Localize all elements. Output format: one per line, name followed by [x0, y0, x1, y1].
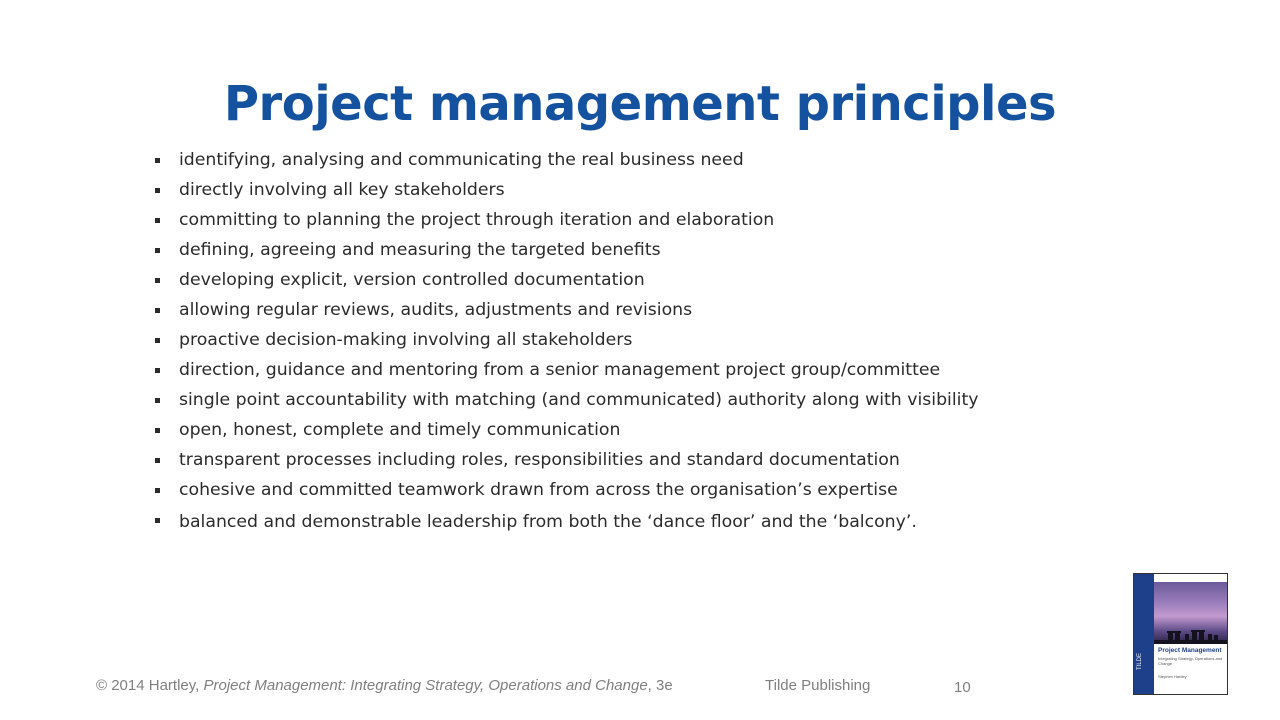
list-item-text: proactive decision-making involving all stakeholders	[179, 330, 633, 350]
list-item	[155, 480, 1105, 510]
square-bullet-icon	[155, 158, 160, 163]
list-item	[155, 210, 1105, 240]
list-item-text: open, honest, complete and timely communication	[179, 420, 621, 440]
list-item-text: developing explicit, version controlled documentation	[179, 270, 645, 290]
list-item	[155, 300, 1105, 330]
square-bullet-icon	[155, 488, 160, 493]
list-item-text: direction, guidance and mentoring from a senior management project group/committee	[179, 360, 941, 380]
square-bullet-icon	[155, 308, 160, 313]
list-item	[155, 450, 1105, 480]
square-bullet-icon	[155, 188, 160, 193]
footer-book-title: Project Management: Integrating Strategy, Operations and Change	[203, 677, 648, 694]
list-item	[155, 330, 1105, 360]
footer-citation	[96, 677, 673, 694]
list-item	[155, 150, 1105, 180]
cover-author: Stephen Hartley	[1158, 674, 1187, 679]
square-bullet-icon	[155, 248, 160, 253]
square-bullet-icon	[155, 398, 160, 403]
principles-list	[155, 150, 1105, 544]
list-item-text: committing to planning the project through iteration and elaboration	[179, 210, 775, 230]
footer-copyright: © 2014 Hartley,	[96, 677, 204, 694]
list-item-text: defining, agreeing and measuring the targeted benefits	[179, 240, 661, 260]
cover-spine-logo: TILDE	[1137, 652, 1143, 670]
list-item-text: single point accountability with matching (and communicated) authority along with visibility	[179, 390, 979, 410]
list-item	[155, 360, 1105, 390]
square-bullet-icon	[155, 278, 160, 283]
list-item-text: directly involving all key stakeholders	[179, 180, 505, 200]
square-bullet-icon	[155, 428, 160, 433]
book-cover-image	[1133, 573, 1228, 695]
page-number: 10	[954, 679, 971, 696]
square-bullet-icon	[155, 368, 160, 373]
list-item-text: transparent processes including roles, responsibilities and standard documentation	[179, 450, 900, 470]
list-item	[155, 180, 1105, 210]
footer-edition: , 3e	[647, 677, 673, 694]
list-item	[155, 420, 1105, 450]
list-item-text: balanced and demonstrable leadership from both the ‘dance floor’ and the ‘balcony’.	[179, 512, 917, 532]
slide-title: Project management principles	[223, 76, 1057, 132]
stonehenge-silhouette-icon	[1154, 629, 1227, 644]
list-item-text: cohesive and committed teamwork drawn from across the organisation’s expertise	[179, 480, 898, 500]
square-bullet-icon	[155, 518, 160, 523]
square-bullet-icon	[155, 338, 160, 343]
square-bullet-icon	[155, 218, 160, 223]
square-bullet-icon	[155, 458, 160, 463]
list-item	[155, 240, 1105, 270]
list-item	[155, 510, 939, 544]
list-item-text: identifying, analysing and communicating the real business need	[179, 150, 744, 170]
cover-title: Project Management	[1158, 647, 1222, 654]
list-item	[155, 390, 1105, 420]
footer-publisher: Tilde Publishing	[765, 677, 871, 694]
cover-spine	[1134, 574, 1154, 694]
cover-subtitle: Integrating Strategy, Operations and Change	[1158, 656, 1223, 666]
list-item-text: allowing regular reviews, audits, adjustments and revisions	[179, 300, 693, 320]
list-item	[155, 270, 1105, 300]
